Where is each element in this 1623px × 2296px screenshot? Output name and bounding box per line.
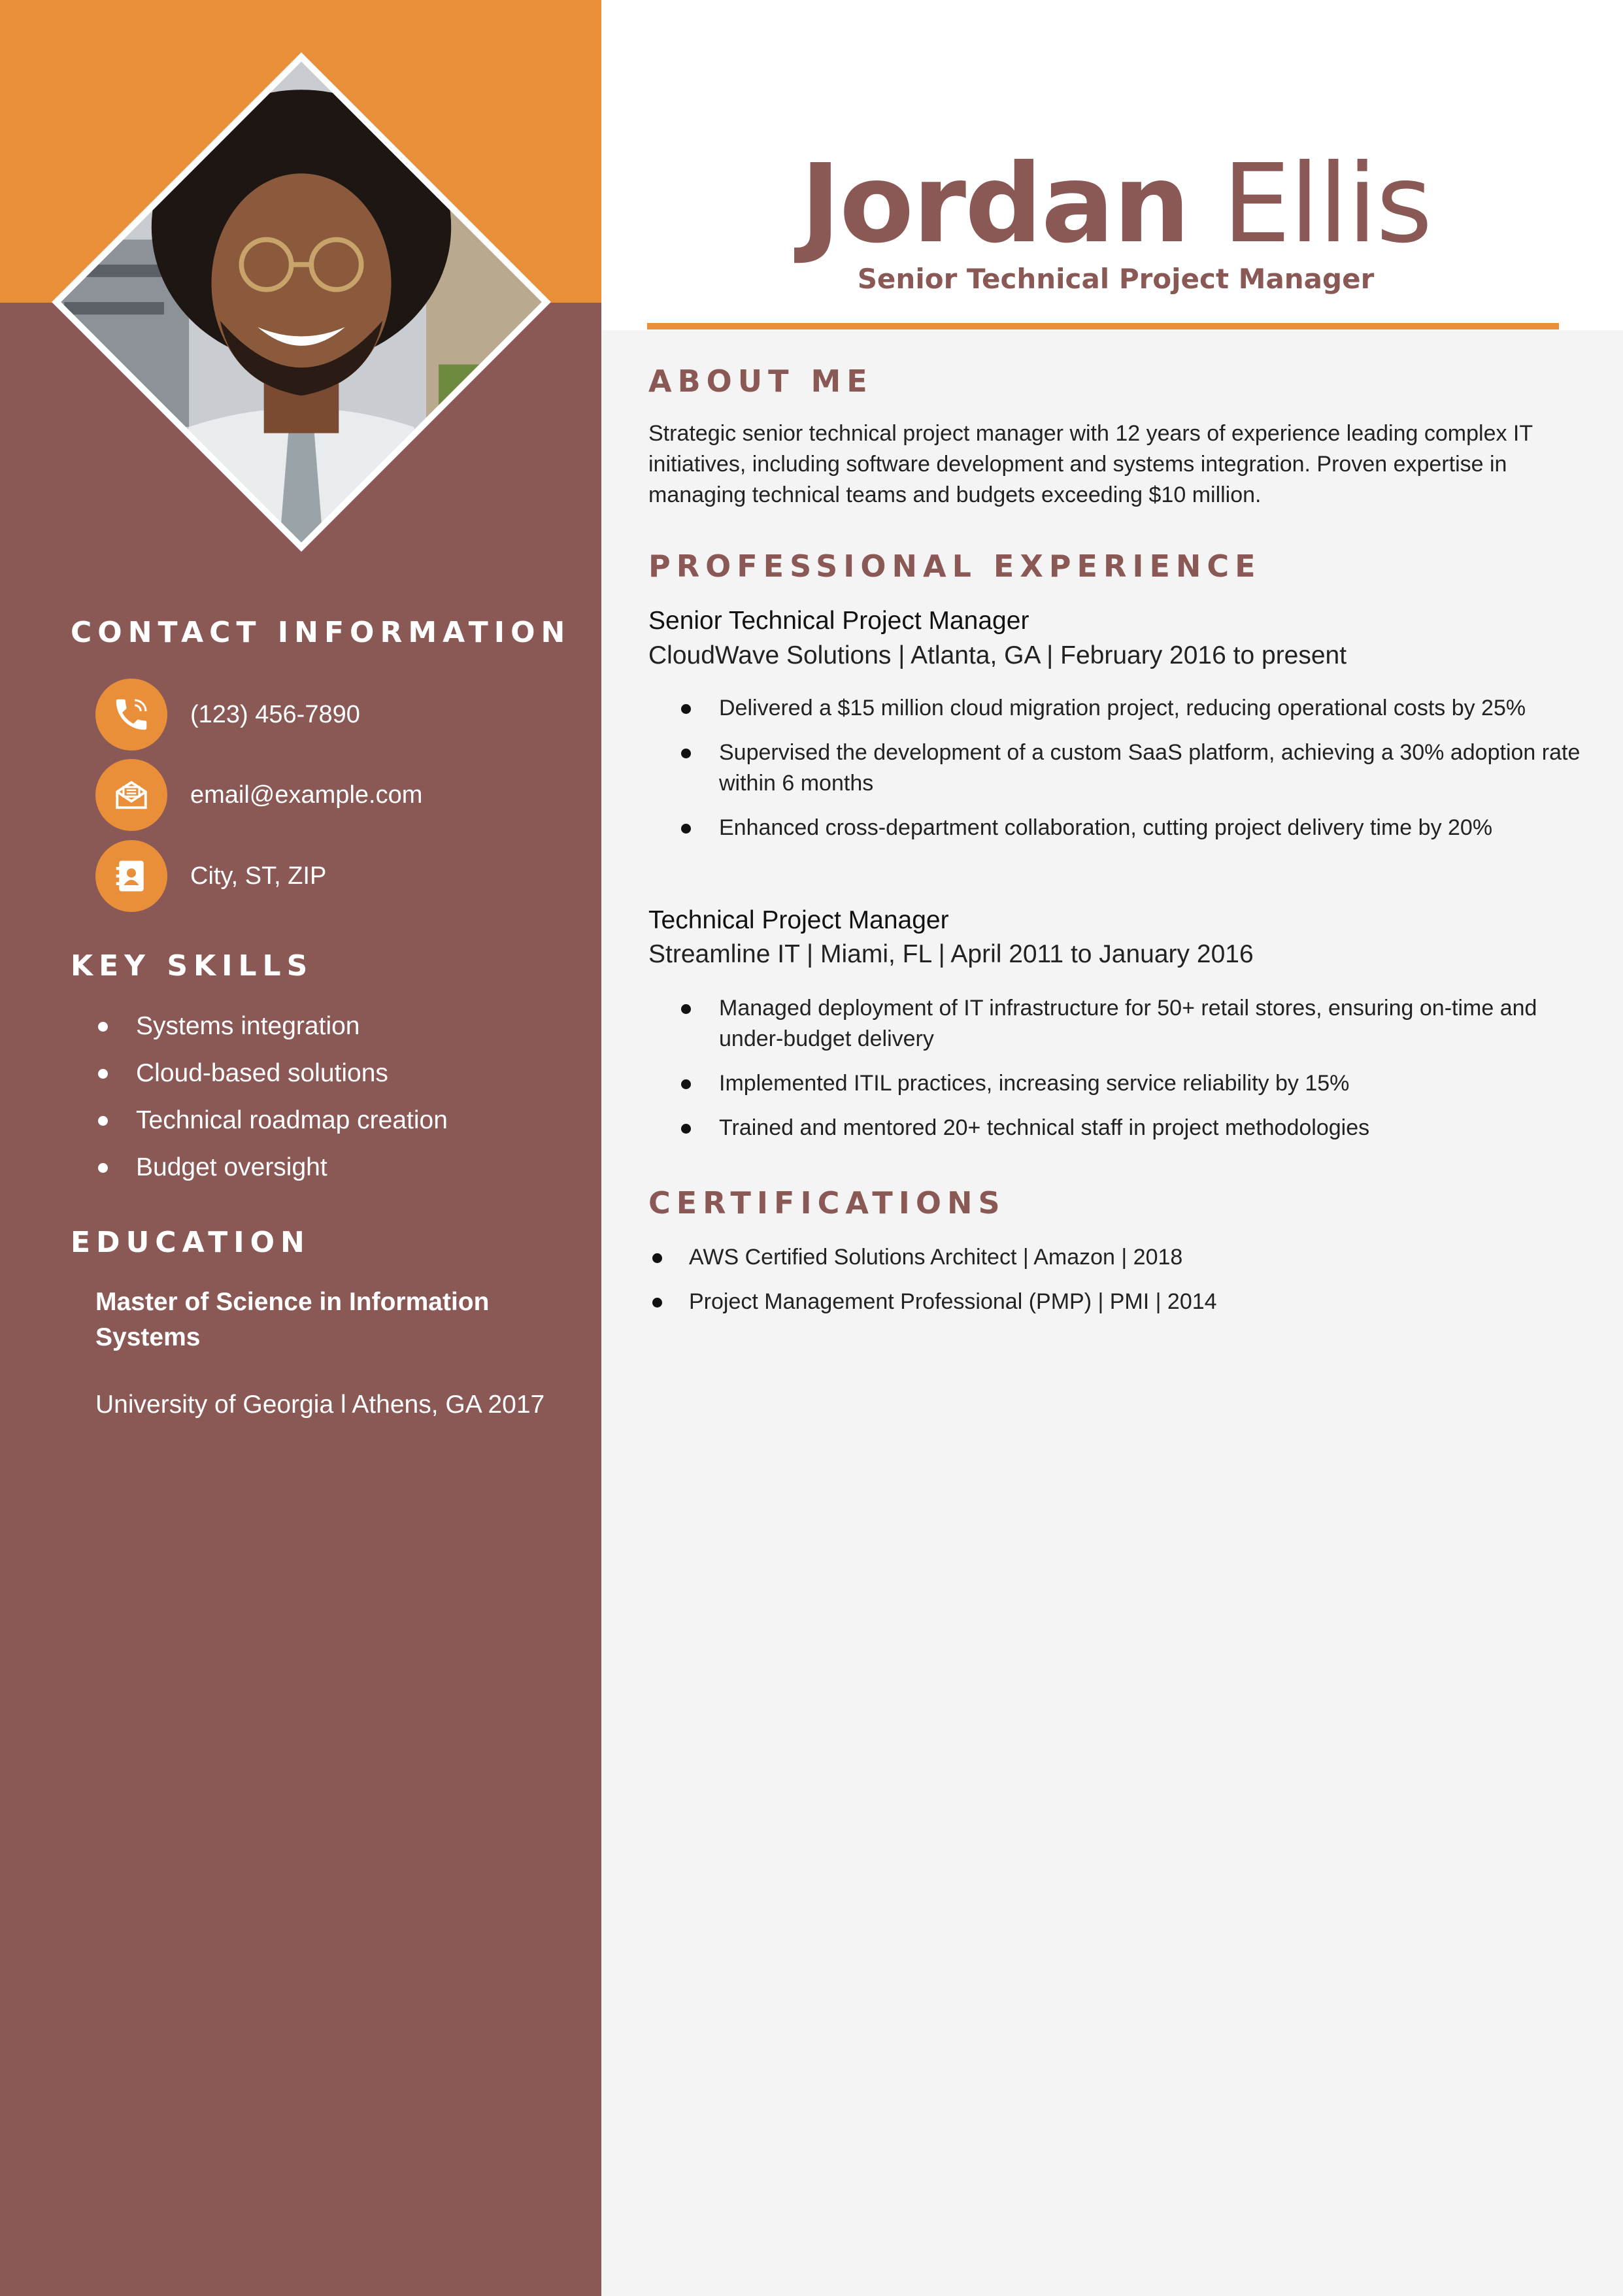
education-degree: Master of Science in Information Systems [95, 1288, 490, 1351]
contact-heading: CONTACT INFORMATION [71, 616, 571, 649]
experience-heading: PROFESSIONAL EXPERIENCE [648, 549, 1262, 584]
about-heading: ABOUT ME [648, 363, 873, 399]
job-meta: Streamline IT | Miami, FL | April 2011 to January 2016 [648, 940, 1254, 968]
address-book-icon [95, 840, 167, 912]
first-name: Jordan [800, 141, 1190, 267]
title-divider [647, 323, 1559, 329]
job-bullet: Supervised the development of a custom SaaS platform, achieving a 30% adoption rate within 6 months [719, 737, 1588, 799]
contact-phone-text[interactable]: (123) 456-7890 [190, 700, 360, 728]
skill-item: Budget oversight [95, 1149, 448, 1196]
phone-icon [95, 679, 167, 751]
envelope-icon [95, 759, 167, 831]
job-bullets [719, 993, 1588, 1157]
certifications-list [689, 1242, 1217, 1331]
job-bullet: Trained and mentored 20+ technical staff in project methodologies [719, 1113, 1588, 1143]
skill-item: Cloud-based solutions [95, 1055, 448, 1102]
certification-item: Project Management Professional (PMP) | PMI | 2014 [689, 1287, 1217, 1331]
job-bullet: Managed deployment of IT infrastructure for 50+ retail stores, ensuring on-time and under-budget delivery [719, 993, 1588, 1055]
education-school: University of Georgia l Athens, GA 2017 [95, 1391, 545, 1419]
contact-phone [95, 679, 360, 751]
contact-email-text[interactable]: email@example.com [190, 781, 423, 809]
job-bullet: Delivered a $15 million cloud migration project, reducing operational costs by 25% [719, 693, 1588, 724]
contact-address-text: City, ST, ZIP [190, 862, 327, 890]
last-name: Ellis [1222, 141, 1431, 267]
job-bullets [719, 693, 1588, 857]
job-meta: CloudWave Solutions | Atlanta, GA | February 2016 to present [648, 641, 1347, 669]
skill-item: Technical roadmap creation [95, 1102, 448, 1149]
skills-list [95, 1008, 448, 1196]
candidate-name [601, 143, 1623, 267]
education-heading: EDUCATION [71, 1226, 310, 1259]
job-bullet: Implemented ITIL practices, increasing service reliability by 15% [719, 1068, 1588, 1099]
job-bullet: Enhanced cross-department collaboration, cutting project delivery time by 20% [719, 813, 1588, 843]
certifications-heading: CERTIFICATIONS [648, 1185, 1006, 1221]
job-role: Technical Project Manager [648, 906, 949, 934]
skill-item: Systems integration [95, 1008, 448, 1055]
job-role: Senior Technical Project Manager [648, 607, 1029, 635]
job-title: Senior Technical Project Manager [857, 263, 1375, 295]
certification-item: AWS Certified Solutions Architect | Amazon | 2018 [689, 1242, 1217, 1287]
about-text: Strategic senior technical project manager with 12 years of experience leading complex IT initiatives, including software development and systems integration. Proven expertise in managing technical teams and budgets exceeding $10 million. [648, 421, 1533, 507]
contact-email [95, 759, 422, 831]
skills-heading: KEY SKILLS [71, 949, 314, 983]
contact-address [95, 840, 326, 912]
